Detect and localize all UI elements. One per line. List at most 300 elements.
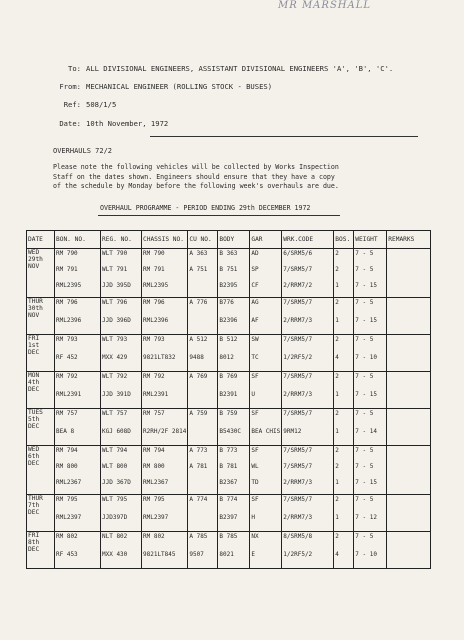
- wrk-code-value: 2/RRM7/3: [283, 391, 313, 398]
- col-header: WEIGHT: [354, 231, 387, 249]
- weight-cell: [354, 532, 387, 569]
- reg-no-value: WLT 793: [102, 336, 128, 343]
- gar-cell: [250, 298, 282, 335]
- bon-no-value: RML2391: [56, 391, 82, 398]
- chassis-no-value: RM 757: [143, 410, 165, 417]
- bon-no-value: RM 795: [56, 496, 78, 503]
- chassis-no-value: RML2395: [143, 282, 169, 289]
- date-cell: [27, 409, 55, 446]
- gar-value: SP: [251, 266, 259, 273]
- date-line: DEC: [28, 460, 40, 467]
- date-line: NOV: [28, 263, 40, 270]
- reg-no-cell: [101, 372, 142, 409]
- bos-value: 2: [335, 299, 339, 306]
- cu-no-cell: [188, 298, 218, 335]
- cu-no-value: A 363: [189, 250, 208, 257]
- bos-value: 2: [335, 463, 339, 470]
- wrk-code-value: 7/SRM5/7: [283, 336, 313, 343]
- bos-value: 2: [335, 533, 339, 540]
- chassis-no-cell: [142, 298, 188, 335]
- reg-no-value: JJD 391D: [102, 391, 131, 398]
- cu-no-cell: [188, 372, 218, 409]
- paragraph-line: Staff on the dates shown. Engineers should ensure that they have a copy: [53, 172, 335, 181]
- cu-no-value: A 776: [189, 299, 208, 306]
- reg-no-cell: [101, 446, 142, 495]
- cu-no-value: [189, 427, 216, 445]
- chassis-no-value: RM 800: [143, 463, 165, 470]
- bos-value: 2: [335, 266, 339, 273]
- chassis-no-cell: [142, 372, 188, 409]
- bon-no-value: BEA 8: [56, 428, 75, 435]
- body-cell: [218, 409, 250, 446]
- chassis-no-value: RM 793: [143, 336, 165, 343]
- cu-no-cell: [188, 409, 218, 446]
- to-line: [53, 64, 393, 73]
- remarks-cell: [387, 298, 431, 335]
- wrk-code-value: 7/SRM5/7: [283, 373, 313, 380]
- chassis-no-value: RML2397: [143, 514, 169, 521]
- wrk-code-value: 7/SRM5/7: [283, 496, 313, 503]
- cu-no-cell: [188, 446, 218, 495]
- bos-value: 1: [335, 428, 339, 435]
- date-line: NOV: [28, 312, 40, 319]
- cu-no-value: A 769: [189, 373, 208, 380]
- date-line: 5th: [28, 416, 40, 423]
- table-header-row: [27, 231, 431, 249]
- gar-value: AD: [251, 250, 259, 257]
- table-row: [27, 409, 431, 446]
- chassis-no-value: RM 802: [143, 533, 165, 540]
- weight-value: 7 - 12: [355, 514, 377, 521]
- date-line: DEC: [28, 546, 40, 553]
- wrk-code-cell: [282, 372, 334, 409]
- wrk-code-cell: [282, 532, 334, 569]
- wrk-code-value: 2/RRM7/2: [283, 282, 313, 289]
- date-line: 4th: [28, 379, 40, 386]
- table-row: [27, 532, 431, 569]
- weight-value: 7 - 5: [355, 336, 374, 343]
- bon-no-cell: [55, 249, 101, 298]
- remarks-cell: [387, 532, 431, 569]
- date-line: 7th: [28, 502, 40, 509]
- reg-no-value: KGJ 608D: [102, 428, 131, 435]
- reg-no-cell: [101, 495, 142, 532]
- reg-no-value: MXX 430: [102, 551, 128, 558]
- gar-value: H: [251, 514, 255, 521]
- weight-cell: [354, 335, 387, 372]
- handwritten-note: MR MARSHALL: [278, 0, 372, 11]
- reg-no-value: JJD397D: [102, 514, 128, 521]
- date-line: WED: [28, 446, 40, 453]
- wrk-code-cell: [282, 249, 334, 298]
- programme-heading-text: OVERHAUL PROGRAMME - PERIOD ENDING 29th DECEMBER 1972: [100, 204, 311, 212]
- date-line: 29th: [28, 256, 43, 263]
- chassis-no-value: RML2367: [143, 479, 169, 486]
- chassis-no-cell: [142, 532, 188, 569]
- bon-no-value: RML2395: [56, 282, 82, 289]
- cu-no-value: [189, 513, 216, 531]
- body-cell: [218, 532, 250, 569]
- weight-value: 7 - 10: [355, 354, 377, 361]
- bos-value: 2: [335, 447, 339, 454]
- date-line: 30th: [28, 305, 43, 312]
- weight-value: 7 - 15: [355, 391, 377, 398]
- weight-value: 7 - 15: [355, 282, 377, 289]
- chassis-no-value: RM 794: [143, 447, 165, 454]
- cu-no-value: A 781: [189, 463, 208, 470]
- chassis-no-value: RM 796: [143, 299, 165, 306]
- date-line: TUES: [28, 409, 43, 416]
- weight-value: 7 - 5: [355, 496, 374, 503]
- reg-no-value: WLT 791: [102, 266, 128, 273]
- date-line: FRI: [28, 532, 40, 539]
- bos-cell: [334, 532, 354, 569]
- date-line: DEC: [28, 423, 40, 430]
- bon-no-value: RM 800: [56, 463, 78, 470]
- bon-no-value: RM 794: [56, 447, 78, 454]
- col-header: DATE: [27, 231, 55, 249]
- weight-value: 7 - 5: [355, 299, 374, 306]
- bos-cell: [334, 249, 354, 298]
- col-header: BOS.: [334, 231, 354, 249]
- body-cell: [218, 372, 250, 409]
- col-header: WRK.CODE: [282, 231, 334, 249]
- header-divider: [150, 136, 418, 137]
- date-cell: [27, 335, 55, 372]
- wrk-code-value: 9RM12: [283, 428, 302, 435]
- date-line: [53, 119, 168, 128]
- wrk-code-value: 2/RRM7/3: [283, 479, 313, 486]
- weight-value: 7 - 5: [355, 373, 374, 380]
- chassis-no-cell: [142, 495, 188, 532]
- body-value: B2391: [219, 391, 238, 398]
- wrk-code-value: 1/2RF5/2: [283, 354, 313, 361]
- wrk-code-cell: [282, 446, 334, 495]
- wrk-code-cell: [282, 495, 334, 532]
- from-value: MECHANICAL ENGINEER (ROLLING STOCK - BUSES): [86, 82, 273, 91]
- bon-no-value: RML2367: [56, 479, 82, 486]
- chassis-no-value: R2RH/2F 2814: [143, 428, 187, 435]
- date-cell: [27, 495, 55, 532]
- gar-value: SW: [251, 336, 259, 343]
- date-line: 8th: [28, 539, 40, 546]
- gar-value: E: [251, 551, 255, 558]
- bon-no-cell: [55, 372, 101, 409]
- date-line: THUR: [28, 298, 43, 305]
- date-cell: [27, 446, 55, 495]
- date-cell: [27, 298, 55, 335]
- bos-cell: [334, 409, 354, 446]
- reg-no-cell: [101, 409, 142, 446]
- gar-cell: [250, 372, 282, 409]
- wrk-code-value: 7/SRM5/7: [283, 410, 313, 417]
- body-cell: [218, 298, 250, 335]
- gar-value: CF: [251, 282, 259, 289]
- gar-value: SF: [251, 373, 259, 380]
- cu-no-value: A 774: [189, 496, 208, 503]
- reg-no-value: JJD 396D: [102, 317, 131, 324]
- date-line: DEC: [28, 386, 40, 393]
- table-row: [27, 298, 431, 335]
- bon-no-value: RML2397: [56, 514, 82, 521]
- date-line: DEC: [28, 349, 40, 356]
- bos-value: 2: [335, 373, 339, 380]
- cu-no-value: A 785: [189, 533, 208, 540]
- cu-no-value: A 773: [189, 447, 208, 454]
- table-row: [27, 446, 431, 495]
- wrk-code-value: 7/SRM5/7: [283, 463, 313, 470]
- reg-no-value: WLT 757: [102, 410, 128, 417]
- chassis-no-value: RML2391: [143, 391, 169, 398]
- weight-value: 7 - 15: [355, 317, 377, 324]
- bon-no-value: RM 793: [56, 336, 78, 343]
- wrk-code-value: 1/2RF5/2: [283, 551, 313, 558]
- body-value: B2367: [219, 479, 238, 486]
- overhaul-table: [26, 230, 431, 569]
- gar-value: WL: [251, 463, 259, 470]
- paragraph-line: of the schedule by Monday before the following week's overhauls are due.: [53, 182, 339, 191]
- cu-no-cell: [188, 532, 218, 569]
- bos-cell: [334, 495, 354, 532]
- bos-cell: [334, 335, 354, 372]
- cu-no-value: [189, 478, 216, 494]
- body-value: B 751: [219, 266, 238, 273]
- date-value: 10th November, 1972: [86, 119, 169, 128]
- remarks-cell: [387, 249, 431, 298]
- gar-value: SF: [251, 496, 259, 503]
- chassis-no-cell: [142, 446, 188, 495]
- gar-value: AG: [251, 299, 259, 306]
- bon-no-cell: [55, 532, 101, 569]
- reg-no-value: JJD 395D: [102, 282, 131, 289]
- body-cell: [218, 495, 250, 532]
- wrk-code-cell: [282, 335, 334, 372]
- reg-no-value: NLT 802: [102, 533, 128, 540]
- col-header: CHASSIS NO.: [142, 231, 188, 249]
- chassis-no-cell: [142, 249, 188, 298]
- body-value: 8021: [219, 551, 234, 558]
- from-line: [53, 82, 272, 91]
- bon-no-cell: [55, 298, 101, 335]
- reg-no-cell: [101, 249, 142, 298]
- bon-no-value: RM 792: [56, 373, 78, 380]
- bos-value: 2: [335, 250, 339, 257]
- ref-label: Ref:: [63, 100, 81, 109]
- gar-cell: [250, 409, 282, 446]
- bon-no-value: RM 796: [56, 299, 78, 306]
- paragraph-line: Please note the following vehicles will be collected by Works Inspection: [53, 163, 339, 171]
- body-value: B776: [219, 299, 234, 306]
- date-line: DEC: [28, 509, 40, 516]
- bos-value: 4: [335, 354, 339, 361]
- reg-no-cell: [101, 532, 142, 569]
- bon-no-cell: [55, 335, 101, 372]
- to-label: To:: [68, 64, 81, 73]
- bon-no-value: RF 452: [56, 354, 78, 361]
- cu-no-value: 9507: [189, 551, 204, 558]
- reg-no-value: WLT 794: [102, 447, 128, 454]
- notice-paragraph: [53, 163, 443, 192]
- weight-value: 7 - 5: [355, 447, 374, 454]
- body-value: B 769: [219, 373, 238, 380]
- col-header: REG. NO.: [101, 231, 142, 249]
- body-value: B 363: [219, 250, 238, 257]
- wrk-code-value: 2/RRM7/3: [283, 514, 313, 521]
- bos-cell: [334, 372, 354, 409]
- bon-no-cell: [55, 495, 101, 532]
- chassis-no-value: RML2396: [143, 317, 169, 324]
- date-line: MON: [28, 372, 40, 379]
- cu-no-value: [189, 281, 216, 297]
- chassis-no-cell: [142, 335, 188, 372]
- weight-cell: [354, 409, 387, 446]
- date-line: THUR: [28, 495, 43, 502]
- memo-title: OVERHAULS 72/2: [53, 147, 113, 155]
- remarks-cell: [387, 495, 431, 532]
- gar-value: BEA CHIS: [251, 428, 281, 435]
- weight-cell: [354, 446, 387, 495]
- col-header: BON. NO.: [55, 231, 101, 249]
- body-cell: [218, 446, 250, 495]
- body-value: B 785: [219, 533, 238, 540]
- gar-cell: [250, 335, 282, 372]
- bos-value: 1: [335, 282, 339, 289]
- body-value: B2396: [219, 317, 238, 324]
- wrk-code-value: 7/SRM5/7: [283, 299, 313, 306]
- wrk-code-cell: [282, 298, 334, 335]
- weight-value: 7 - 5: [355, 266, 374, 273]
- wrk-code-value: 7/SRM5/7: [283, 266, 313, 273]
- cu-no-value: [189, 390, 216, 408]
- gar-value: TC: [251, 354, 259, 361]
- bos-value: 2: [335, 336, 339, 343]
- bon-no-value: RM 790: [56, 250, 78, 257]
- weight-value: 7 - 15: [355, 479, 377, 486]
- bon-no-value: RML2396: [56, 317, 82, 324]
- date-cell: [27, 372, 55, 409]
- reg-no-cell: [101, 298, 142, 335]
- weight-value: 7 - 5: [355, 250, 374, 257]
- reg-no-value: WLT 796: [102, 299, 128, 306]
- col-header: BODY: [218, 231, 250, 249]
- bon-no-value: RM 802: [56, 533, 78, 540]
- date-cell: [27, 249, 55, 298]
- gar-value: NX: [251, 533, 259, 540]
- reg-no-value: MXX 429: [102, 354, 128, 361]
- bos-value: 1: [335, 514, 339, 521]
- from-label: From:: [59, 82, 81, 91]
- cu-no-value: A 751: [189, 266, 208, 273]
- gar-value: SF: [251, 447, 259, 454]
- date-cell: [27, 532, 55, 569]
- gar-value: SF: [251, 410, 259, 417]
- body-value: B 774: [219, 496, 238, 503]
- date-label: Date:: [59, 119, 81, 128]
- body-value: B 512: [219, 336, 238, 343]
- wrk-code-value: 6/SRM5/6: [283, 250, 313, 257]
- remarks-cell: [387, 446, 431, 495]
- gar-cell: [250, 532, 282, 569]
- chassis-no-value: RM 790: [143, 250, 165, 257]
- reg-no-value: WLT 795: [102, 496, 128, 503]
- weight-value: 7 - 10: [355, 551, 377, 558]
- body-value: B 773: [219, 447, 238, 454]
- reg-no-cell: [101, 335, 142, 372]
- bos-value: 1: [335, 317, 339, 324]
- remarks-cell: [387, 335, 431, 372]
- reg-no-value: JJD 367D: [102, 479, 131, 486]
- bos-cell: [334, 446, 354, 495]
- bos-value: 2: [335, 496, 339, 503]
- col-header: GAR: [250, 231, 282, 249]
- weight-value: 7 - 5: [355, 533, 374, 540]
- cu-no-cell: [188, 249, 218, 298]
- bon-no-value: RM 757: [56, 410, 78, 417]
- wrk-code-value: 7/SRM5/7: [283, 447, 313, 454]
- gar-value: AF: [251, 317, 259, 324]
- ref-line: [53, 100, 116, 109]
- bos-value: 1: [335, 479, 339, 486]
- body-cell: [218, 335, 250, 372]
- gar-value: U: [251, 391, 255, 398]
- bon-no-value: RM 791: [56, 266, 78, 273]
- chassis-no-value: RM 792: [143, 373, 165, 380]
- remarks-cell: [387, 409, 431, 446]
- bos-cell: [334, 298, 354, 335]
- date-line: FRI: [28, 335, 40, 342]
- bon-no-cell: [55, 409, 101, 446]
- weight-cell: [354, 372, 387, 409]
- chassis-no-value: 9821LT845: [143, 551, 176, 558]
- to-value: ALL DIVISIONAL ENGINEERS, ASSISTANT DIVISIONAL ENGINEERS 'A', 'B', 'C'.: [86, 64, 394, 73]
- reg-no-value: WLT 800: [102, 463, 128, 470]
- weight-value: 7 - 5: [355, 410, 374, 417]
- table-row: [27, 372, 431, 409]
- remarks-cell: [387, 372, 431, 409]
- bon-no-cell: [55, 446, 101, 495]
- bos-value: 2: [335, 410, 339, 417]
- body-value: B2395: [219, 282, 238, 289]
- col-header: REMARKS: [387, 231, 431, 249]
- wrk-code-value: 2/RRM7/3: [283, 317, 313, 324]
- wrk-code-value: 8/SRM5/8: [283, 533, 313, 540]
- wrk-code-cell: [282, 409, 334, 446]
- cu-no-cell: [188, 495, 218, 532]
- body-value: B2397: [219, 514, 238, 521]
- bos-value: 4: [335, 551, 339, 558]
- col-header: CU NO.: [188, 231, 218, 249]
- bos-value: 1: [335, 391, 339, 398]
- chassis-no-value: RM 795: [143, 496, 165, 503]
- gar-value: TD: [251, 479, 259, 486]
- weight-cell: [354, 249, 387, 298]
- chassis-no-value: 9821LT832: [143, 354, 176, 361]
- cu-no-value: 9488: [189, 354, 204, 361]
- gar-cell: [250, 249, 282, 298]
- body-value: B 759: [219, 410, 238, 417]
- programme-heading: [100, 204, 310, 212]
- body-cell: [218, 249, 250, 298]
- cu-no-value: A 759: [189, 410, 208, 417]
- reg-no-value: WLT 792: [102, 373, 128, 380]
- chassis-no-cell: [142, 409, 188, 446]
- weight-cell: [354, 298, 387, 335]
- body-value: 8012: [219, 354, 234, 361]
- programme-underline: [98, 215, 340, 216]
- date-line: WED: [28, 249, 40, 256]
- weight-cell: [354, 495, 387, 532]
- cu-no-cell: [188, 335, 218, 372]
